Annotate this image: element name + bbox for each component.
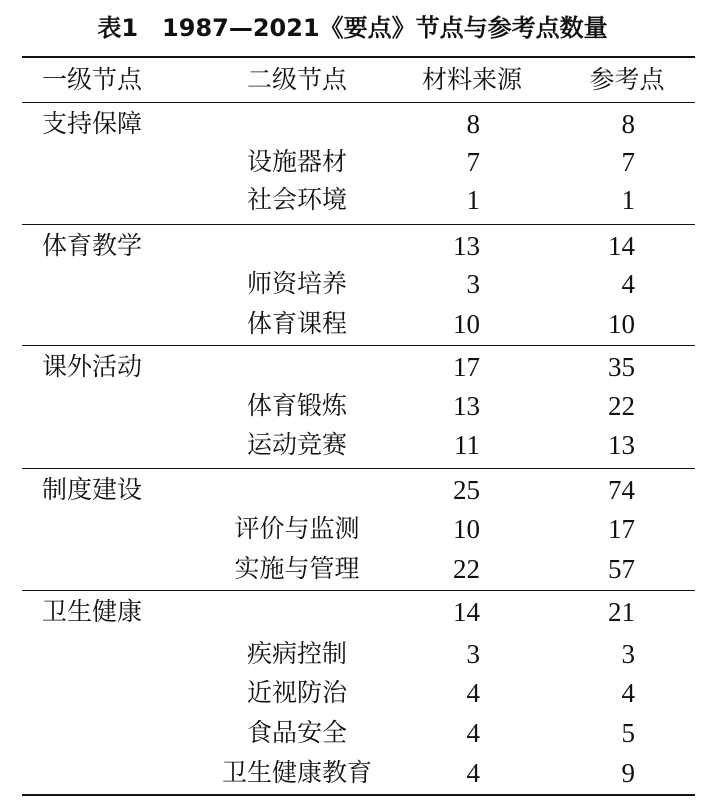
level2-cell: 卫生健康教育 — [221, 758, 372, 787]
table-row — [22, 470, 695, 510]
sources-cell: 13 — [453, 391, 480, 421]
table-row — [22, 425, 695, 465]
refs-cell: 74 — [608, 475, 635, 505]
refs-cell: 21 — [608, 597, 635, 627]
table-row — [22, 634, 695, 674]
refs-cell: 7 — [621, 147, 635, 177]
table-row — [22, 104, 695, 144]
level2-cell — [192, 347, 402, 387]
refs-cell: 57 — [608, 554, 635, 584]
group-rule — [22, 468, 695, 469]
level2-cell — [192, 226, 402, 266]
table-title: 表1 1987—2021《要点》节点与参考点数量 — [97, 14, 608, 42]
top-rule — [22, 56, 695, 58]
sources-cell: 1 — [466, 185, 480, 215]
sources-cell: 4 — [466, 718, 480, 748]
sources-cell: 14 — [453, 597, 480, 627]
level2-cell: 设施器材 — [246, 147, 347, 176]
group-rule — [22, 224, 695, 225]
header-row — [22, 60, 695, 100]
level2-cell: 评价与监测 — [234, 514, 360, 543]
sources-cell: 4 — [466, 758, 480, 788]
group-rule — [22, 345, 695, 346]
refs-cell: 4 — [621, 678, 635, 708]
refs-cell: 1 — [621, 185, 635, 215]
sources-cell: 11 — [454, 430, 480, 460]
refs-cell: 35 — [608, 352, 635, 382]
level2-cell — [192, 470, 402, 510]
header-level1: 一级节点 — [42, 65, 143, 94]
header-level2: 二级节点 — [246, 65, 347, 94]
bottom-rule — [22, 794, 695, 796]
sources-cell: 13 — [453, 231, 480, 261]
sources-cell: 3 — [466, 269, 480, 299]
level1-cell: 课外活动 — [42, 352, 143, 381]
sources-cell: 4 — [466, 678, 480, 708]
sources-cell: 7 — [466, 147, 480, 177]
table-row — [22, 592, 695, 632]
level1-cell: 体育教学 — [42, 231, 143, 260]
table-row — [22, 386, 695, 426]
table-row — [22, 226, 695, 266]
sources-cell: 22 — [453, 554, 480, 584]
level2-cell: 体育锻炼 — [246, 391, 347, 420]
header-refs: 参考点 — [589, 65, 665, 94]
table-row — [22, 509, 695, 549]
refs-cell: 17 — [608, 514, 635, 544]
refs-cell: 3 — [621, 639, 635, 669]
sources-cell: 17 — [453, 352, 480, 382]
sources-cell: 8 — [466, 109, 480, 139]
table-row — [22, 304, 695, 344]
level2-cell — [192, 104, 402, 144]
level2-cell: 疾病控制 — [246, 639, 347, 668]
level2-cell: 师资培养 — [246, 269, 347, 298]
table-row — [22, 180, 695, 220]
level2-cell: 体育课程 — [246, 309, 347, 338]
level1-cell: 支持保障 — [42, 109, 143, 138]
level2-cell: 实施与管理 — [234, 554, 360, 583]
table-row — [22, 753, 695, 793]
sources-cell: 10 — [453, 514, 480, 544]
refs-cell: 5 — [621, 718, 635, 748]
refs-cell: 14 — [608, 231, 635, 261]
sources-cell: 25 — [453, 475, 480, 505]
group-rule — [22, 590, 695, 591]
refs-cell: 8 — [621, 109, 635, 139]
refs-cell: 9 — [621, 758, 635, 788]
level2-cell: 食品安全 — [246, 718, 347, 747]
level2-cell: 运动竞赛 — [246, 430, 347, 459]
sources-cell: 3 — [466, 639, 480, 669]
table-row — [22, 264, 695, 304]
table-row — [22, 142, 695, 182]
level2-cell — [192, 592, 402, 632]
table-row — [22, 347, 695, 387]
header-rule — [22, 102, 695, 103]
header-sources: 材料来源 — [421, 65, 522, 94]
level1-cell: 卫生健康 — [42, 597, 143, 626]
refs-cell: 10 — [608, 309, 635, 339]
sources-cell: 10 — [453, 309, 480, 339]
level1-cell: 制度建设 — [42, 475, 143, 504]
table-row — [22, 673, 695, 713]
level2-cell: 社会环境 — [246, 185, 347, 214]
refs-cell: 22 — [608, 391, 635, 421]
refs-cell: 4 — [621, 269, 635, 299]
table-row — [22, 713, 695, 753]
level2-cell: 近视防治 — [246, 678, 347, 707]
table-row — [22, 549, 695, 589]
refs-cell: 13 — [608, 430, 635, 460]
